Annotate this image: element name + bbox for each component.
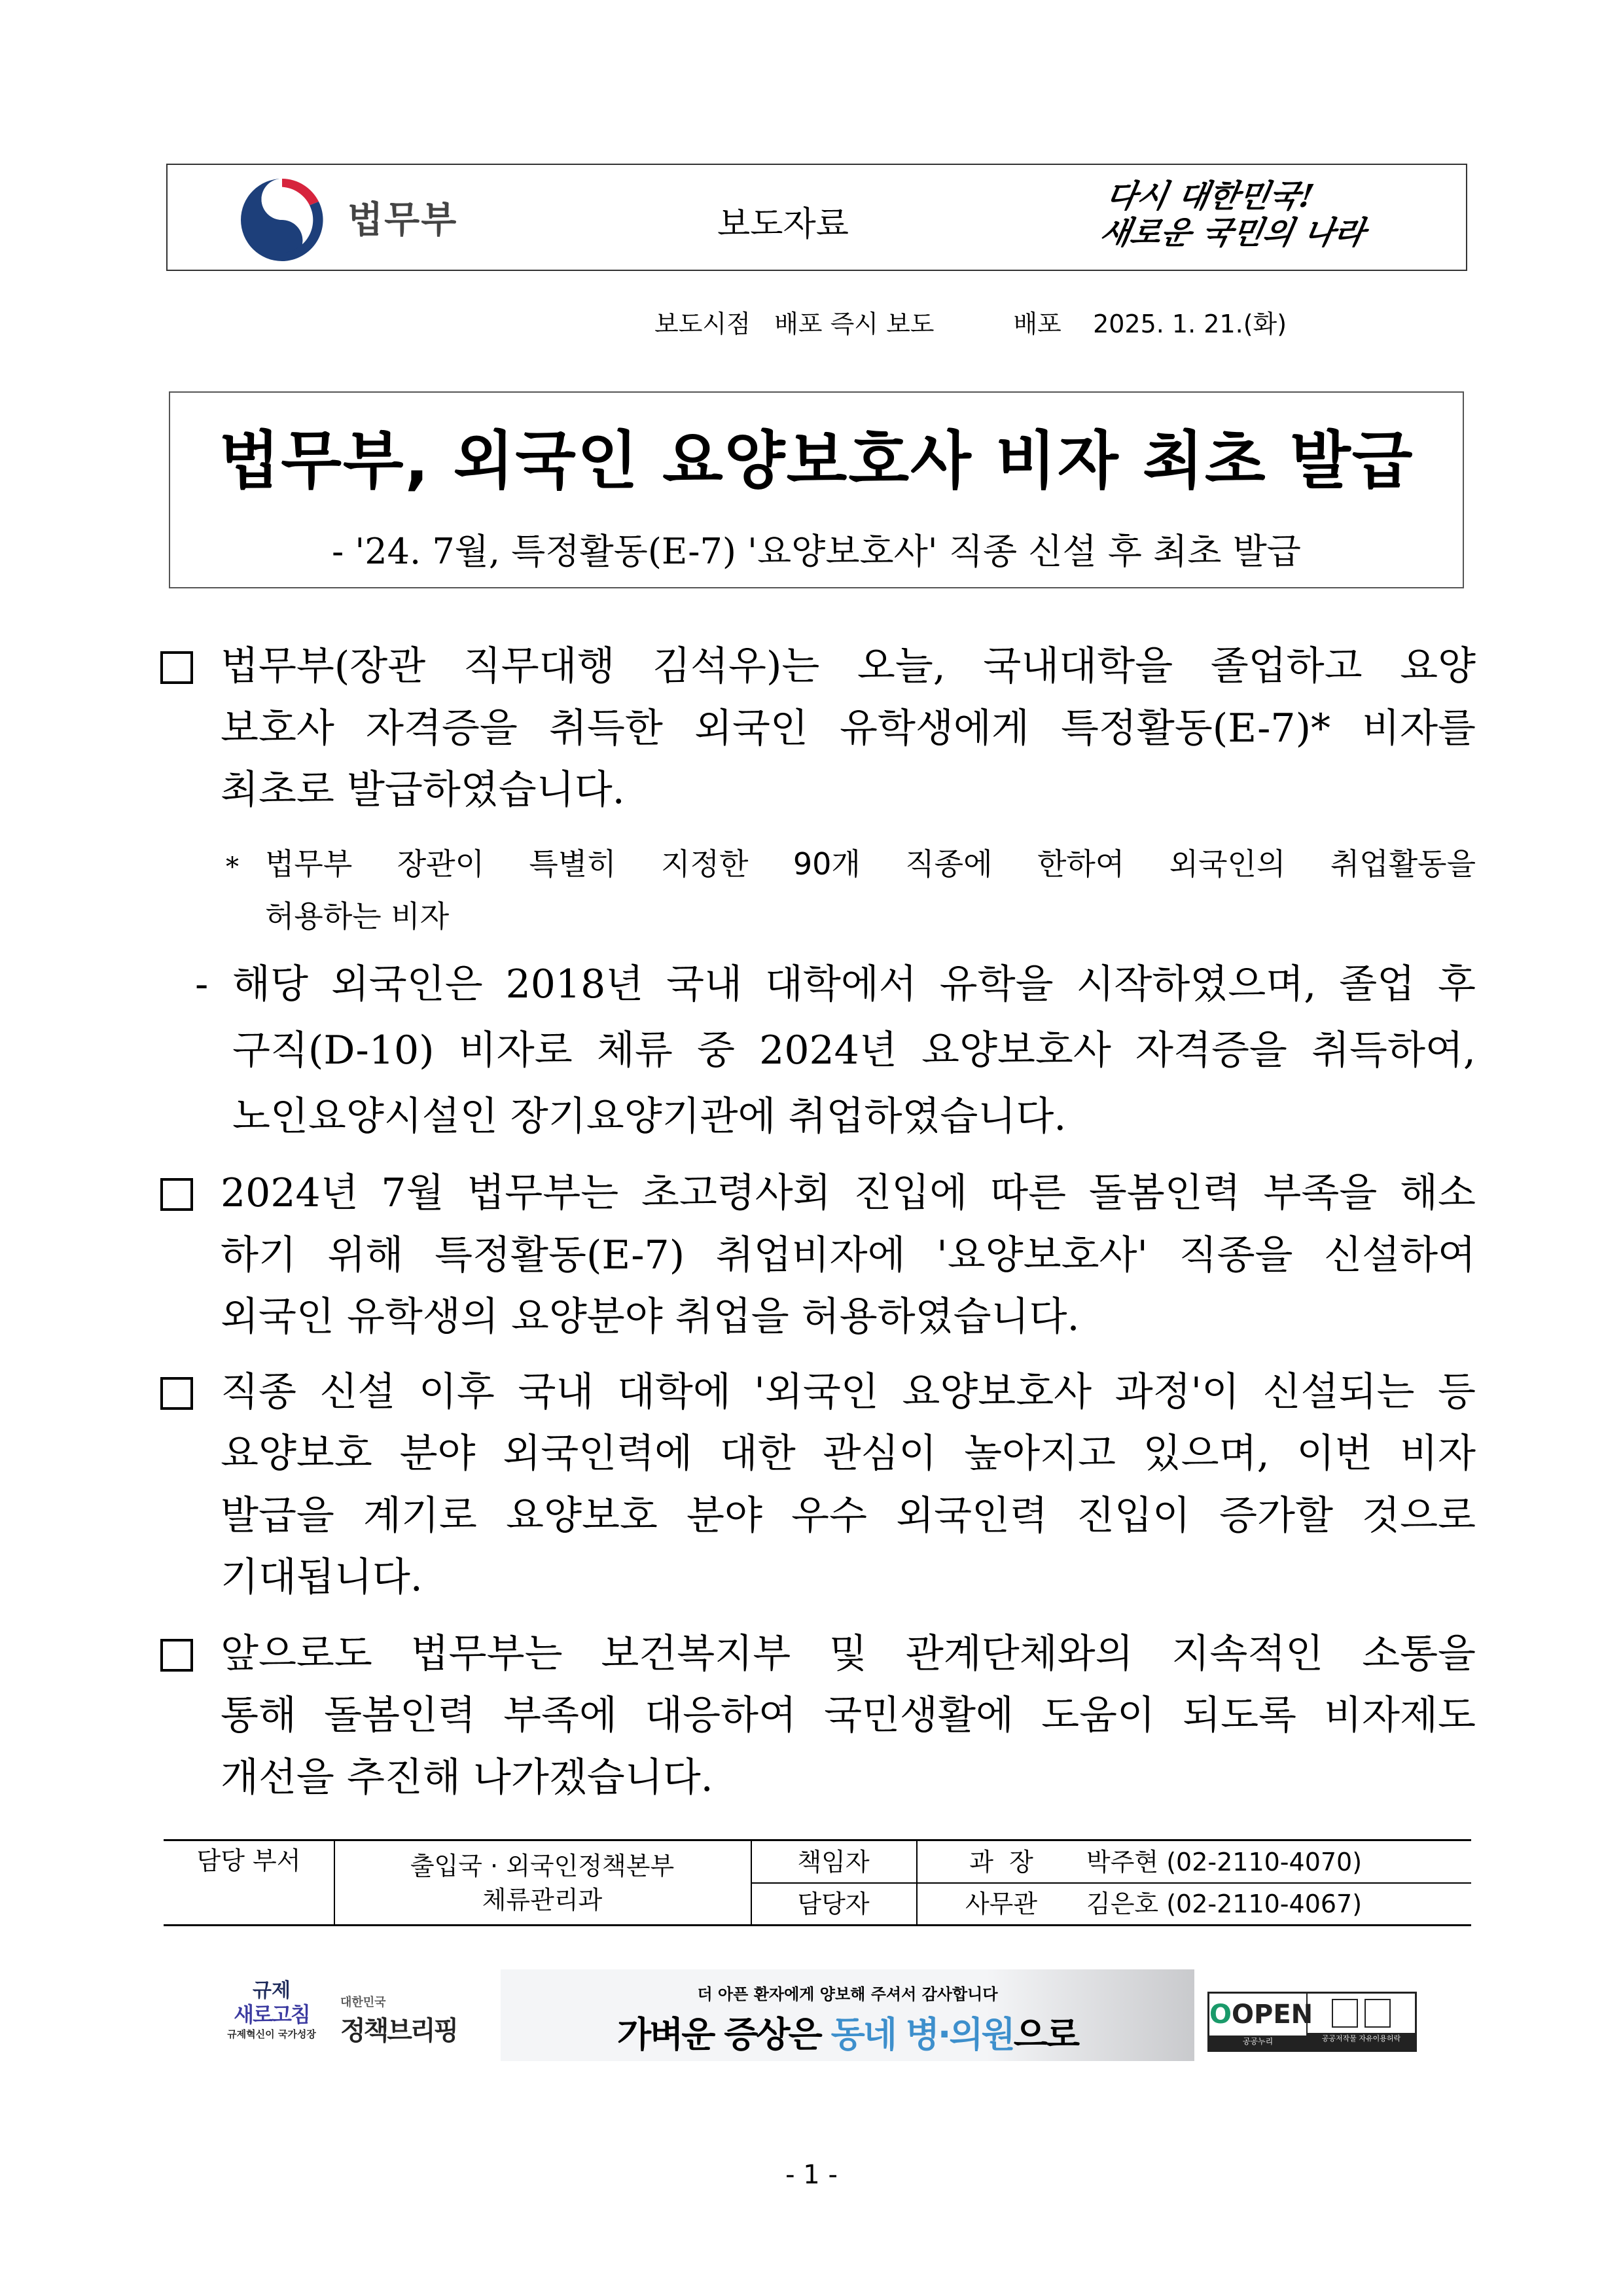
paragraph-line: 앞으로도 법무부는 보건복지부 및 관계단체와의 지속적인 소통을 — [221, 1631, 1476, 1677]
paragraph-line: 발급을 계기로 요양보호 분야 우수 외국인력 진입이 증가할 것으로 — [221, 1493, 1476, 1539]
paragraph-line: 기대됩니다. — [221, 1554, 423, 1600]
dept-line-1: 출입국 · 외국인정책본부 — [410, 1851, 675, 1880]
release-label: 보도시점 — [654, 310, 751, 338]
title-box — [169, 391, 1464, 588]
subtitle: - '24. 7월, 특정활동(E-7) '요양보호사' 직종 신설 후 최초 발급 — [332, 531, 1301, 572]
letterhead — [166, 164, 1467, 271]
checkbox-bullet — [160, 1377, 193, 1410]
footer-banner — [209, 1967, 1420, 2062]
detail-line: 해당 외국인은 2018년 국내 대학에서 유학을 시작하였으며, 졸업 후 — [232, 961, 1476, 1007]
contact-person: 박주현 (02-2110-4070) — [1086, 1847, 1363, 1876]
slogan — [1097, 178, 1374, 251]
footnote-mark: * — [226, 852, 239, 882]
paragraph-line: 2024년 7월 법무부는 초고령사회 진입에 따른 돌봄인력 부족을 해소 — [221, 1170, 1476, 1216]
no-commercial-icon — [1364, 1999, 1391, 2028]
dept-label: 담당 부서 — [196, 1846, 301, 1875]
attribution-icon — [1332, 1999, 1358, 2028]
detail-line: 구직(D-10) 비자로 체류 중 2024년 요양보호사 자격증을 취득하여, — [232, 1028, 1476, 1073]
distribution-date: 2025. 1. 21.(화) — [1093, 310, 1287, 338]
checkbox-bullet — [160, 1178, 193, 1211]
dash-bullet: - — [195, 961, 209, 1007]
policy-briefing-logo[interactable]: 대한민국 정책브리핑 — [340, 1996, 457, 2046]
document-type: 보도자료 — [717, 205, 849, 244]
paragraph-line: 요양보호 분야 외국인력에 대한 관심이 높아지고 있으며, 이번 비자 — [221, 1431, 1476, 1477]
regulation-refresh-logo: 규제 새로고침 규제혁신이 국가성장 — [227, 1979, 316, 2040]
page-title: 법무부, 외국인 요양보호사 비자 최초 발급 — [219, 424, 1414, 497]
ministry-name: 법무부 — [348, 199, 458, 242]
paragraph-line: 통해 돌봄인력 부족에 대응하여 국민생활에 도움이 되도록 비자제도 — [221, 1693, 1476, 1738]
footnote-line: 허용하는 비자 — [265, 899, 450, 934]
footnote-line: 법무부 장관이 특별히 지정한 90개 직종에 한하여 외국인의 취업활동을 — [265, 846, 1476, 882]
government-emblem-icon — [236, 174, 328, 266]
checkbox-bullet — [160, 1639, 193, 1672]
paragraph-line: 직종 신설 이후 국내 대학에 '외국인 요양보호사 과정'이 신설되는 등 — [221, 1369, 1476, 1415]
page-number: - 1 - — [785, 2160, 838, 2190]
paragraph-line: 외국인 유학생의 요양분야 취업을 허용하였습니다. — [221, 1294, 1080, 1340]
dateline — [654, 304, 1287, 340]
paragraph-line: 최초로 발급하였습니다. — [221, 767, 625, 813]
dept-line-2: 체류관리과 — [482, 1885, 603, 1914]
contact-table — [164, 1839, 1471, 1926]
role: 책임자 — [797, 1847, 870, 1876]
paragraph-line: 보호사 자격증을 취득한 외국인 유학생에게 특정활동(E-7)* 비자를 — [221, 706, 1476, 751]
role: 담당자 — [797, 1889, 870, 1918]
paragraph-line: 법무부(장관 직무대행 김석우)는 오늘, 국내대학을 졸업하고 요양 — [221, 643, 1476, 689]
open-license-badge: OOPEN 공공누리 공공저작물 자유이용허락 — [1207, 1992, 1417, 2052]
distribution-label: 배포 — [1013, 310, 1061, 338]
paragraph-line: 개선을 추진해 나가겠습니다. — [221, 1755, 713, 1801]
contact-person: 김은호 (02-2110-4067) — [1086, 1889, 1363, 1918]
slogan-line-1: 다시 대한민국! — [1103, 178, 1317, 215]
paragraph-line: 하기 위해 특정활동(E-7) 취업비자에 '요양보호사' 직종을 신설하여 — [221, 1232, 1476, 1278]
job-title: 사무관 — [965, 1889, 1038, 1918]
department — [334, 1841, 751, 1924]
job-title: 과 장 — [969, 1847, 1033, 1876]
release-value: 배포 즉시 보도 — [774, 310, 935, 338]
slogan-line-2: 새로운 국민의 나라 — [1097, 215, 1368, 251]
detail-line: 노인요양시설인 장기요양기관에 취업하였습니다. — [232, 1094, 1067, 1139]
ad-banner[interactable]: 더 아픈 환자에게 양보해 주셔서 감사합니다 가벼운 증상은 동네 병·의원으로 — [501, 1969, 1194, 2061]
checkbox-bullet — [160, 651, 193, 684]
